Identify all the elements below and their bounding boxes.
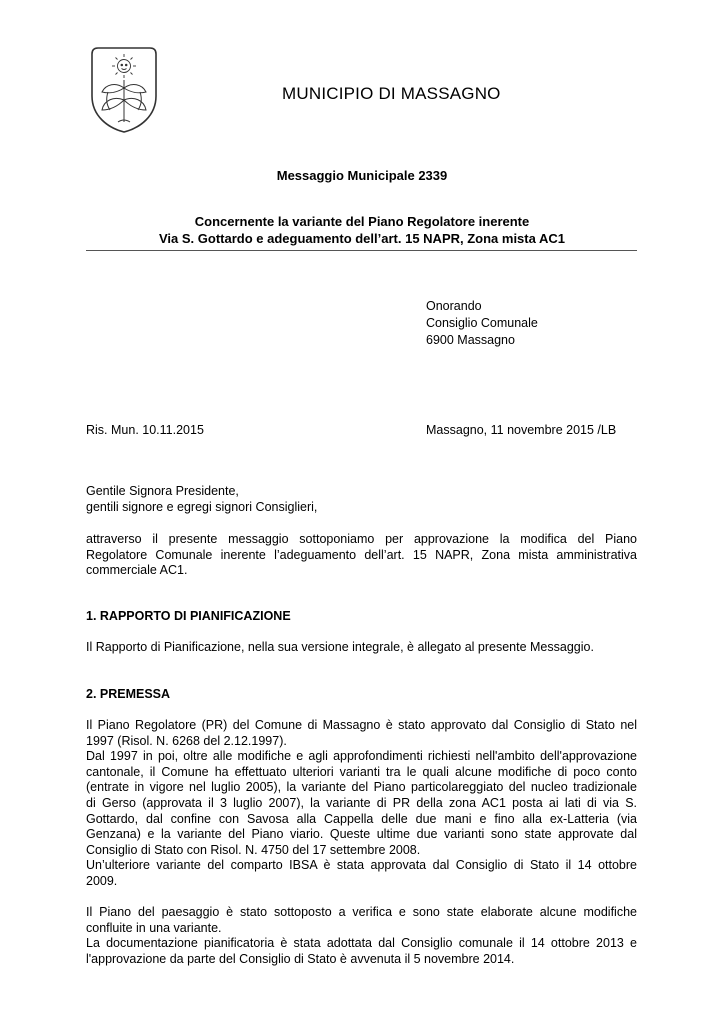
municipality-name: MUNICIPIO DI MASSAGNO [282, 84, 501, 103]
premessa-paragraph-3 [86, 858, 637, 889]
recipient-address [426, 298, 538, 349]
recipient-line-2: Consiglio Comunale [426, 316, 538, 330]
premessa-p1-line-1: Il Piano Regolatore (PR) del Comune di Massagno è stato approvato dal Consiglio di Stato nel [86, 718, 637, 732]
subject-divider [86, 250, 637, 251]
premessa-p1-line-2: 1997 (Risol. N. 6268 del 2.12.1997). [86, 733, 287, 748]
premessa-paragraph-4 [86, 905, 637, 936]
premessa-p2-line-5: Gottardo, dal confine con Savosa alla Cappella delle due mani e fino alla ex-Latteria (via [86, 811, 637, 826]
subject-line-1: Concernente la variante del Piano Regolatore inerente [194, 214, 530, 229]
subject-line-2: Via S. Gottardo e adeguamento dell’art. 15 NAPR, Zona mista AC1 [159, 231, 565, 246]
premessa-p2-line-2: cantonale, il Comune ha effettuato ulteriori varianti tra le quali alcune modifiche di poco conto [86, 764, 637, 779]
greeting-line-1: Gentile Signora Presidente, [86, 484, 239, 498]
municipal-crest-icon [88, 44, 160, 134]
resolution-reference: Ris. Mun. 10.11.2015 [86, 423, 204, 437]
premessa-p2-line-3: (entrate in vigore nel luglio 2005), la variante del Piano particolareggiato del nucleo tradizionale [86, 780, 637, 795]
premessa-p2-line-7: Consiglio di Stato con Risol. N. 4750 del 17 settembre 2008. [86, 842, 421, 857]
premessa-paragraph-1 [86, 718, 637, 749]
recipient-line-1: Onorando [426, 299, 482, 313]
premessa-p5-line-2: l'approvazione da parte del Consiglio di Stato è avvenuta il 5 novembre 2014. [86, 951, 515, 966]
premessa-p2-line-4: di Gerso (approvata il 3 luglio 2007), la variante di PR della zona AC1 posta ai lati di via S. [86, 795, 637, 810]
premessa-p5-line-1: La documentazione pianificatoria è stata adottata dal Consiglio comunale il 14 ottobre 2013 e [86, 936, 637, 951]
premessa-p3-line-2: 2009. [86, 873, 118, 888]
intro-line-3: commerciale AC1. [86, 563, 188, 578]
premessa-paragraph-2 [86, 749, 637, 858]
premessa-p2-line-1: Dal 1997 in poi, oltre alle modifiche e agli approfondimenti richiesti nell'ambito dell'approvazione [86, 749, 637, 764]
premessa-p3-line-1: Un’ulteriore variante del comparto IBSA è stata approvata dal Consiglio di Stato il 14 ottobre [86, 858, 637, 873]
premessa-paragraph-5 [86, 936, 637, 967]
section-1-heading: 1. RAPPORTO DI PIANIFICAZIONE [86, 609, 291, 623]
premessa-p4-line-1: Il Piano del paesaggio è stato sottoposto a verifica e sono state elaborate alcune modifiche [86, 905, 637, 920]
premessa-p2-line-6: Genzana) e la variante del Piano viario. Queste ultime due varianti sono state approvate dal [86, 827, 637, 842]
message-title: Messaggio Municipale 2339 [276, 168, 448, 183]
greeting [86, 484, 637, 515]
section-2-body [86, 718, 637, 968]
intro-line-2: Regolatore Comunale inerente l’adeguamento dell’art. 15 NAPR, Zona mista amministrativa [86, 547, 637, 562]
greeting-line-2: gentili signore e egregi signori Consiglieri, [86, 499, 318, 514]
message-subject [0, 213, 724, 247]
recipient-line-3: 6900 Massagno [426, 333, 515, 347]
intro-paragraph [86, 532, 637, 579]
document-date: Massagno, 11 novembre 2015 /LB [426, 423, 617, 437]
section-2-heading: 2. PREMESSA [86, 687, 171, 701]
intro-line-1: attraverso il presente messaggio sottoponiamo per approvazione la modifica del Piano [86, 532, 637, 546]
section-1-text: Il Rapporto di Pianificazione, nella sua versione integrale, è allegato al presente Messaggio. [86, 640, 594, 654]
premessa-p4-line-2: confluite in una variante. [86, 920, 222, 935]
